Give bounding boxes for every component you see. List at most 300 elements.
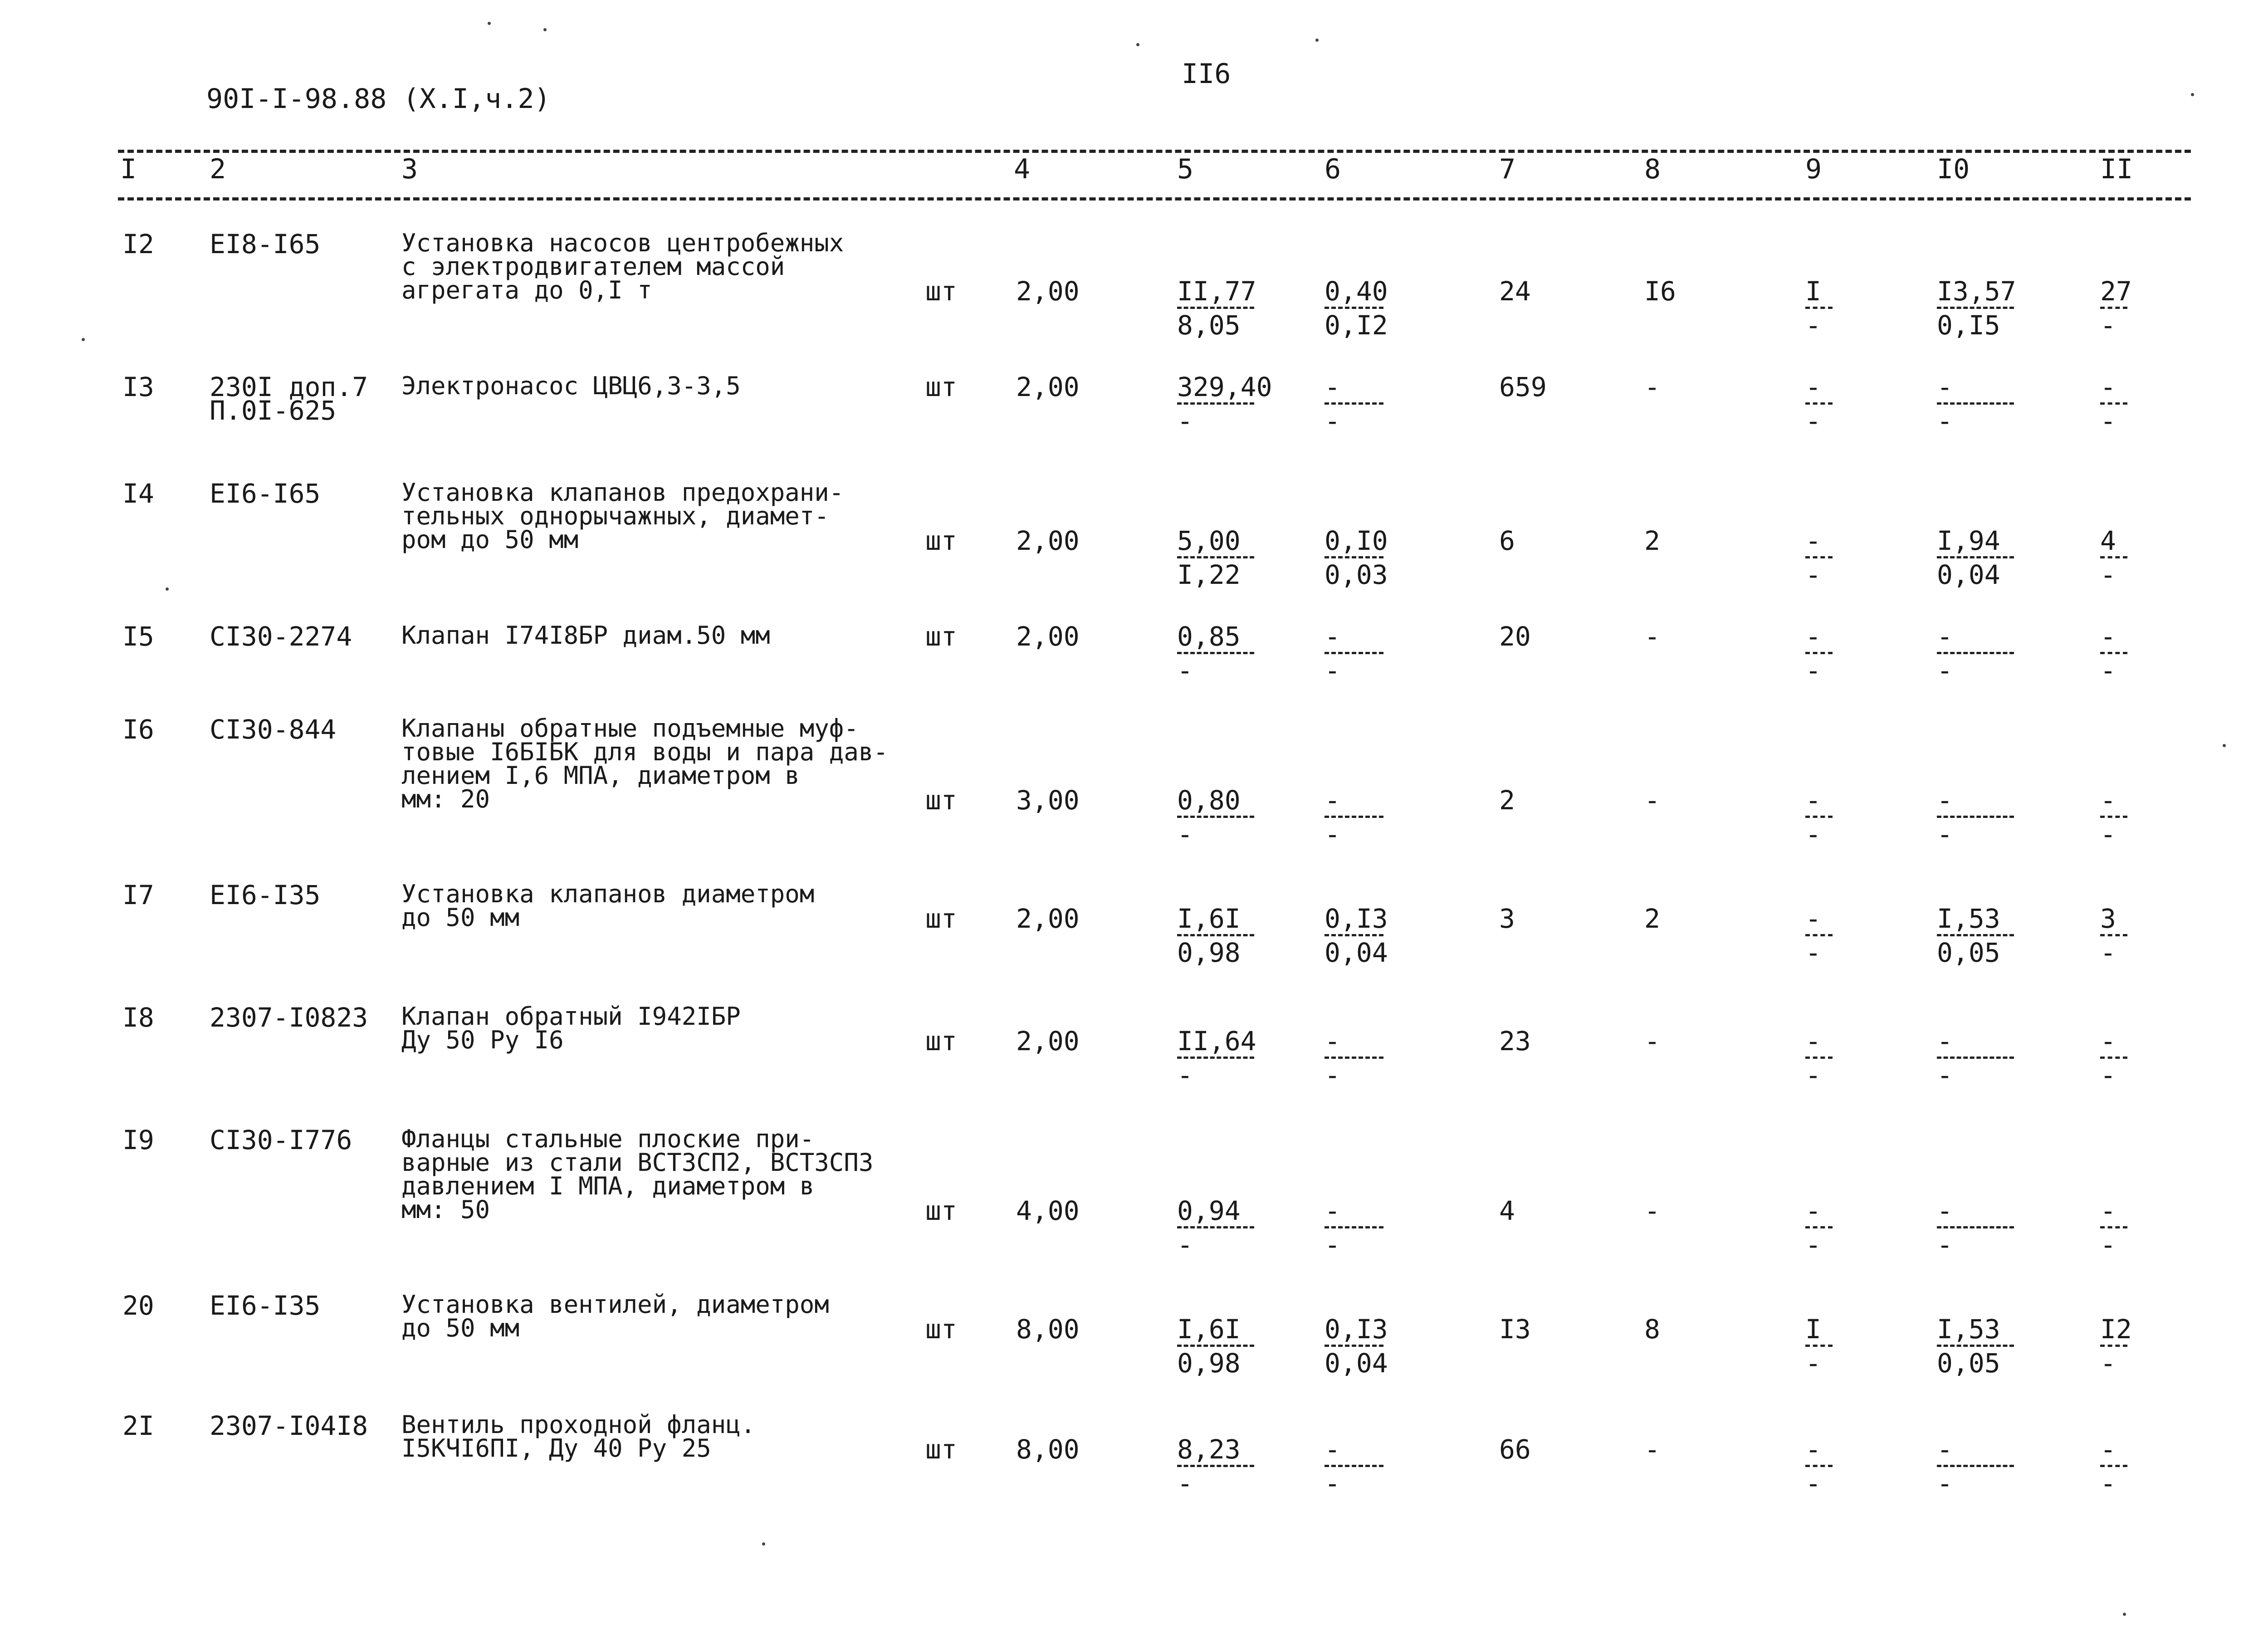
row-number: I3 (122, 372, 154, 402)
row-unit: шт (925, 372, 957, 402)
fraction-denominator: 0,05 (1937, 1348, 2000, 1379)
fraction-c11 (2100, 525, 2127, 590)
fraction-numerator: II,77 (1177, 276, 1256, 307)
fraction-bar (1937, 1465, 2014, 1467)
scan-speck (762, 1542, 765, 1546)
row-number: I6 (122, 714, 154, 745)
fraction-numerator: 4 (2100, 525, 2116, 556)
fraction-c9 (1805, 621, 1833, 686)
fraction-denominator: - (1937, 655, 1953, 686)
fraction-denominator: - (1805, 406, 1821, 436)
fraction-c5 (1177, 1314, 1254, 1379)
fraction-bar (1805, 556, 1833, 558)
fraction-bar (1325, 1057, 1383, 1059)
fraction-numerator: 3 (2100, 903, 2116, 934)
row-col8: 2 (1644, 903, 1660, 934)
fraction-denominator: - (1177, 655, 1193, 686)
row-description-line: лением I,6 МПА, диаметром в (401, 761, 800, 790)
row-quantity: 8,00 (1016, 1314, 1080, 1345)
fraction-bar (1325, 1345, 1383, 1347)
fraction-bar (1325, 307, 1383, 309)
fraction-denominator: 0,04 (1325, 937, 1388, 968)
fraction-numerator: - (1937, 1195, 1953, 1226)
fraction-numerator: - (2100, 1026, 2116, 1057)
fraction-numerator: I,53 (1937, 1314, 2000, 1345)
row-number: I4 (122, 478, 154, 509)
row-col7: 20 (1499, 621, 1531, 652)
fraction-bar (1177, 1345, 1254, 1347)
fraction-denominator: - (2100, 655, 2116, 686)
fraction-bar (1805, 1226, 1833, 1228)
row-code: EI6-I65 (210, 478, 321, 509)
header-rule-bottom (118, 197, 2191, 201)
fraction-bar (1937, 1226, 2014, 1228)
row-col8: - (1644, 1434, 1660, 1465)
fraction-denominator: - (1325, 406, 1340, 436)
fraction-c11 (2100, 903, 2127, 968)
row-col8: - (1644, 1026, 1660, 1057)
row-code: EI6-I35 (210, 880, 321, 910)
fraction-bar (1177, 307, 1254, 309)
row-description-line: товые I6БIБК для воды и пара дав- (401, 738, 888, 766)
column-header-7: 7 (1499, 153, 1516, 185)
fraction-bar (2100, 1465, 2127, 1467)
fraction-numerator: 0,85 (1177, 621, 1241, 652)
fraction-c10 (1937, 1434, 2014, 1499)
fraction-c10 (1937, 621, 2014, 686)
row-quantity: 2,00 (1016, 621, 1080, 652)
row-unit: шт (925, 1195, 957, 1226)
fraction-c10 (1937, 1314, 2014, 1379)
fraction-numerator: - (1937, 621, 1953, 652)
fraction-numerator: - (1805, 1195, 1821, 1226)
fraction-numerator: 0,80 (1177, 785, 1241, 816)
row-quantity: 4,00 (1016, 1195, 1080, 1226)
row-code: 230I доп.7 (210, 372, 368, 402)
fraction-numerator: - (2100, 621, 2116, 652)
row-unit: шт (925, 621, 957, 652)
row-description-line: Клапан обратный I942IБР (401, 1002, 741, 1031)
column-header-11: II (2100, 153, 2133, 185)
fraction-bar (1325, 934, 1383, 936)
row-description-line: варные из стали ВСТ3СП2, ВСТ3СП3 (401, 1148, 874, 1177)
fraction-numerator: 0,I3 (1325, 903, 1388, 934)
fraction-c11 (2100, 374, 2127, 434)
fraction-denominator: - (2100, 559, 2116, 590)
row-unit: шт (925, 276, 957, 307)
row-quantity: 2,00 (1016, 1026, 1080, 1057)
row-quantity: 2,00 (1016, 372, 1080, 402)
row-description-line: Ду 50 Ру I6 (401, 1026, 564, 1054)
row-description-line: тельных однорычажных, диамет- (401, 502, 829, 530)
fraction-bar (2100, 1226, 2127, 1228)
fraction-c11 (2100, 1195, 2127, 1260)
fraction-denominator: - (1805, 937, 1821, 968)
fraction-numerator: 0,I0 (1325, 525, 1388, 556)
fraction-denominator: - (2100, 819, 2116, 850)
fraction-bar (2100, 402, 2127, 405)
fraction-bar (1805, 1057, 1833, 1059)
fraction-bar (1805, 402, 1833, 405)
fraction-denominator: I,22 (1177, 559, 1241, 590)
fraction-numerator: - (1805, 525, 1821, 556)
row-col7: 23 (1499, 1026, 1531, 1057)
fraction-numerator: II,64 (1177, 1026, 1256, 1057)
row-col7: 24 (1499, 276, 1531, 307)
fraction-bar (1325, 1226, 1383, 1228)
fraction-numerator: 0,I3 (1325, 1314, 1388, 1345)
fraction-c5 (1177, 903, 1254, 968)
fraction-c9 (1805, 1314, 1833, 1379)
column-header-10: I0 (1937, 153, 1970, 185)
fraction-numerator: - (2100, 1195, 2116, 1226)
fraction-c6 (1325, 1434, 1383, 1499)
column-header-3: 3 (401, 153, 418, 185)
fraction-c6 (1325, 903, 1388, 968)
fraction-c10 (1937, 374, 2014, 434)
fraction-denominator: - (1805, 1348, 1821, 1379)
row-quantity: 3,00 (1016, 785, 1080, 816)
fraction-bar (1177, 934, 1254, 936)
fraction-c10 (1937, 1195, 2014, 1260)
row-unit: шт (925, 785, 957, 816)
fraction-c10 (1937, 903, 2014, 968)
row-description-line: агрегата до 0,I т (401, 276, 652, 304)
column-header-6: 6 (1325, 153, 1341, 185)
column-header-4: 4 (1014, 153, 1031, 185)
fraction-c11 (2100, 1434, 2127, 1499)
fraction-c6 (1325, 1026, 1383, 1091)
fraction-denominator: - (1937, 819, 1953, 850)
fraction-c11 (2100, 276, 2132, 341)
fraction-c11 (2100, 621, 2127, 686)
fraction-bar (1325, 402, 1383, 405)
row-col7: 659 (1499, 372, 1547, 402)
fraction-c5 (1177, 1434, 1254, 1499)
row-description-line: Установка клапанов диаметром (401, 880, 815, 908)
fraction-denominator: - (2100, 1348, 2116, 1379)
row-code: П.0I-625 (210, 395, 337, 426)
row-number: I2 (122, 229, 154, 259)
fraction-denominator: - (2100, 310, 2116, 341)
row-description-line: мм: 20 (401, 785, 490, 813)
fraction-denominator: 0,05 (1937, 937, 2000, 968)
fraction-denominator: 0,04 (1937, 559, 2000, 590)
row-description-line: с электродвигателем массой (401, 252, 785, 281)
fraction-numerator: I,94 (1937, 525, 2000, 556)
fraction-denominator: - (1805, 559, 1821, 590)
fraction-numerator: I (1805, 1314, 1821, 1345)
fraction-denominator: - (2100, 1060, 2116, 1091)
fraction-numerator: - (1937, 372, 1953, 402)
fraction-c10 (1937, 525, 2014, 590)
fraction-denominator: 0,98 (1177, 1348, 1241, 1379)
row-code: 2307-I04I8 (210, 1410, 368, 1441)
row-col7: 6 (1499, 525, 1515, 556)
row-code: CI30-I776 (210, 1125, 352, 1155)
row-description-line: до 50 мм (401, 903, 520, 932)
fraction-denominator: - (2100, 1468, 2116, 1499)
fraction-bar (2100, 556, 2127, 558)
fraction-bar (2100, 652, 2127, 654)
row-col8: I6 (1644, 276, 1676, 307)
fraction-c11 (2100, 785, 2127, 850)
fraction-denominator: 0,03 (1325, 559, 1388, 590)
document-code: 90I-I-98.88 (X.I,ч.2) (206, 83, 551, 115)
fraction-c9 (1805, 785, 1833, 850)
fraction-denominator: - (1937, 1229, 1953, 1260)
scan-speck (543, 28, 547, 31)
row-description-line: Фланцы стальные плоские при- (401, 1125, 815, 1153)
row-quantity: 8,00 (1016, 1434, 1080, 1465)
fraction-bar (2100, 934, 2127, 936)
fraction-numerator: - (1805, 903, 1821, 934)
row-code: EI8-I65 (210, 229, 321, 259)
row-col7: I3 (1499, 1314, 1531, 1345)
fraction-c5 (1177, 525, 1254, 590)
fraction-numerator: 0,40 (1325, 276, 1388, 307)
column-header-9: 9 (1805, 153, 1822, 185)
row-unit: шт (925, 903, 957, 934)
fraction-c6 (1325, 1314, 1388, 1379)
row-col7: 2 (1499, 785, 1515, 816)
fraction-c10 (1937, 276, 2016, 341)
row-unit: шт (925, 525, 957, 556)
row-col8: - (1644, 372, 1660, 402)
row-description-line: давлением I МПА, диаметром в (401, 1172, 815, 1200)
fraction-denominator: - (1177, 406, 1193, 436)
fraction-c6 (1325, 276, 1388, 341)
row-col7: 3 (1499, 903, 1515, 934)
fraction-bar (1177, 402, 1254, 405)
fraction-bar (1937, 934, 2014, 936)
scan-speck (2123, 1613, 2126, 1616)
fraction-denominator: - (1325, 1468, 1340, 1499)
fraction-denominator: 0,I2 (1325, 310, 1388, 341)
row-description-line: Установка клапанов предохрани- (401, 478, 844, 507)
fraction-numerator: I,6I (1177, 903, 1241, 934)
fraction-denominator: - (2100, 937, 2116, 968)
row-code: 2307-I0823 (210, 1002, 368, 1033)
fraction-numerator: I,53 (1937, 903, 2000, 934)
fraction-bar (1177, 1226, 1254, 1228)
row-code: CI30-844 (210, 714, 337, 745)
fraction-denominator: - (1805, 310, 1821, 341)
fraction-numerator: I,6I (1177, 1314, 1241, 1345)
fraction-denominator: - (1325, 1229, 1340, 1260)
scan-speck (1136, 43, 1139, 46)
fraction-c9 (1805, 525, 1833, 590)
fraction-denominator: - (1805, 819, 1821, 850)
row-col7: 66 (1499, 1434, 1531, 1465)
fraction-c10 (1937, 1026, 2014, 1091)
fraction-numerator: - (1325, 1026, 1340, 1057)
fraction-c9 (1805, 1434, 1833, 1499)
row-description-line: I5КЧI6ПI, Ду 40 Ру 25 (401, 1434, 711, 1463)
fraction-denominator: - (1805, 1060, 1821, 1091)
fraction-c6 (1325, 621, 1383, 686)
fraction-bar (1805, 1465, 1833, 1467)
fraction-denominator: 0,04 (1325, 1348, 1388, 1379)
fraction-numerator: I2 (2100, 1314, 2132, 1345)
row-description-line: Вентиль проходной фланц. (401, 1410, 756, 1439)
scan-speck (166, 587, 169, 591)
fraction-denominator: - (1937, 1060, 1953, 1091)
fraction-numerator: - (1325, 1195, 1340, 1226)
fraction-denominator: - (1805, 655, 1821, 686)
fraction-numerator: - (1937, 1434, 1953, 1465)
fraction-bar (1937, 307, 2014, 309)
fraction-numerator: - (1937, 785, 1953, 816)
row-col8: 8 (1644, 1314, 1660, 1345)
fraction-numerator: 27 (2100, 276, 2132, 307)
row-col7: 4 (1499, 1195, 1515, 1226)
fraction-bar (1937, 402, 2014, 405)
row-number: I9 (122, 1125, 154, 1155)
fraction-bar (1805, 307, 1833, 309)
fraction-numerator: 8,23 (1177, 1434, 1241, 1465)
row-unit: шт (925, 1434, 957, 1465)
fraction-numerator: - (1325, 1434, 1340, 1465)
scan-speck (488, 22, 491, 25)
fraction-numerator: - (1805, 1026, 1821, 1057)
fraction-bar (1177, 1465, 1254, 1467)
fraction-bar (1937, 1345, 2014, 1347)
fraction-denominator: - (2100, 1229, 2116, 1260)
fraction-numerator: - (2100, 1434, 2116, 1465)
fraction-denominator: - (1325, 655, 1340, 686)
fraction-denominator: 0,I5 (1937, 310, 2000, 341)
row-quantity: 2,00 (1016, 276, 1080, 307)
row-description-line: Электронасос ЦВЦ6,3-3,5 (401, 372, 741, 400)
row-quantity: 2,00 (1016, 903, 1080, 934)
column-header-5: 5 (1177, 153, 1194, 185)
row-col8: - (1644, 785, 1660, 816)
fraction-numerator: - (2100, 785, 2116, 816)
fraction-denominator: 0,98 (1177, 937, 1241, 968)
fraction-bar (1325, 816, 1383, 818)
page-number: II6 (1182, 58, 1231, 90)
row-number: I7 (122, 880, 154, 910)
fraction-numerator: - (1325, 785, 1340, 816)
row-description-line: Установка вентилей, диаметром (401, 1290, 829, 1319)
row-code: EI6-I35 (210, 1290, 321, 1321)
row-number: 2I (122, 1410, 154, 1441)
fraction-bar (2100, 816, 2127, 818)
scan-speck (1315, 39, 1319, 42)
fraction-c9 (1805, 276, 1833, 341)
fraction-bar (1325, 1465, 1383, 1467)
fraction-numerator: - (1805, 785, 1821, 816)
fraction-numerator: - (1937, 1026, 1953, 1057)
fraction-c6 (1325, 374, 1383, 434)
row-description-line: Клапаны обратные подъемные муф- (401, 714, 859, 743)
row-col8: - (1644, 1195, 1660, 1226)
fraction-c9 (1805, 1195, 1833, 1260)
fraction-numerator: 0,94 (1177, 1195, 1241, 1226)
fraction-numerator: I (1805, 276, 1821, 307)
fraction-c5 (1177, 621, 1254, 686)
fraction-c5 (1177, 372, 1272, 436)
fraction-c6 (1325, 1195, 1383, 1260)
fraction-bar (1177, 1057, 1254, 1059)
row-description-line: ром до 50 мм (401, 525, 579, 554)
fraction-c9 (1805, 903, 1833, 968)
fraction-c5 (1177, 1195, 1254, 1260)
fraction-bar (1937, 652, 2014, 654)
fraction-c11 (2100, 1026, 2127, 1091)
fraction-numerator: - (1325, 621, 1340, 652)
fraction-bar (2100, 1057, 2127, 1059)
row-number: I5 (122, 621, 154, 652)
fraction-denominator: 8,05 (1177, 310, 1241, 341)
fraction-numerator: - (1805, 372, 1821, 402)
fraction-bar (1805, 934, 1833, 936)
column-header-1: I (120, 153, 137, 185)
fraction-c11 (2100, 1314, 2132, 1379)
row-unit: шт (925, 1026, 957, 1057)
fraction-numerator: - (1805, 621, 1821, 652)
column-header-2: 2 (210, 153, 226, 185)
fraction-denominator: - (1177, 1468, 1193, 1499)
fraction-c10 (1937, 785, 2014, 850)
fraction-denominator: - (1805, 1229, 1821, 1260)
fraction-c9 (1805, 374, 1833, 434)
fraction-bar (1177, 816, 1254, 818)
fraction-numerator: I3,57 (1937, 276, 2016, 307)
fraction-denominator: - (1177, 1060, 1193, 1091)
fraction-denominator: - (1325, 1060, 1340, 1091)
row-description-line: Установка насосов центробежных (401, 229, 844, 257)
fraction-bar (1177, 556, 1254, 558)
fraction-bar (1805, 1345, 1833, 1347)
fraction-c5 (1177, 785, 1254, 850)
fraction-denominator: - (1937, 406, 1953, 436)
fraction-bar (1805, 652, 1833, 654)
fraction-c6 (1325, 525, 1388, 590)
fraction-denominator: - (1177, 819, 1193, 850)
fraction-bar (1805, 816, 1833, 818)
fraction-bar (1937, 816, 2014, 818)
fraction-numerator: - (1325, 372, 1340, 402)
fraction-c5 (1177, 276, 1256, 341)
row-description-line: мм: 50 (401, 1195, 490, 1224)
row-unit: шт (925, 1314, 957, 1345)
scan-speck (2223, 744, 2226, 747)
row-description-line: Клапан I74I8БР диам.50 мм (401, 621, 770, 650)
fraction-numerator: - (2100, 372, 2116, 402)
row-number: 20 (122, 1290, 154, 1321)
fraction-bar (1937, 556, 2014, 558)
row-quantity: 2,00 (1016, 525, 1080, 556)
row-number: I8 (122, 1002, 154, 1033)
row-description-line: до 50 мм (401, 1314, 520, 1342)
fraction-bar (2100, 307, 2127, 309)
fraction-denominator: - (1937, 1468, 1953, 1499)
scan-speck (2191, 93, 2194, 96)
fraction-bar (1325, 556, 1383, 558)
column-header-8: 8 (1644, 153, 1661, 185)
fraction-denominator: - (2100, 406, 2116, 436)
fraction-c5 (1177, 1026, 1256, 1091)
fraction-c9 (1805, 1026, 1833, 1091)
fraction-numerator: 5,00 (1177, 525, 1241, 556)
row-col8: 2 (1644, 525, 1660, 556)
fraction-numerator: - (1805, 1434, 1821, 1465)
fraction-bar (1937, 1057, 2014, 1059)
fraction-bar (1177, 652, 1254, 654)
scan-speck (82, 338, 85, 341)
